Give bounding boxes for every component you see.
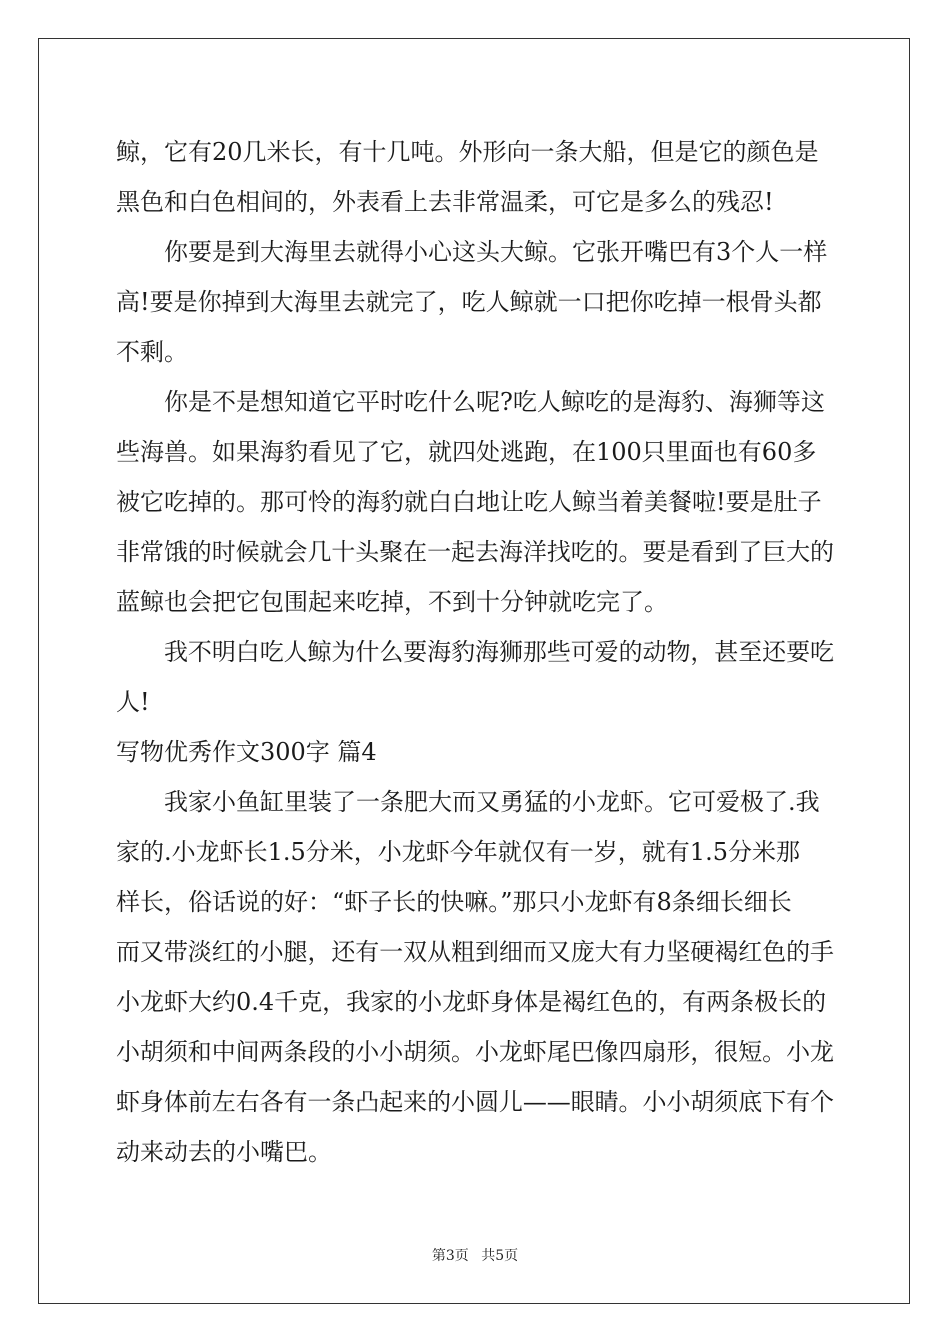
text-line: 蓝鲸也会把它包围起来吃掉，不到十分钟就吃完了。 (116, 588, 668, 616)
text-line: 动来动去的小嘴巴。 (116, 1138, 332, 1166)
document-body (116, 127, 834, 1177)
page-footer (0, 1245, 950, 1265)
text-line: 你是不是想知道它平时吃什么呢?吃人鲸吃的是海豹、海狮等这 (164, 388, 825, 416)
text-line: 鲸，它有20几米长，有十几吨。外形向一条大船，但是它的颜色是 (116, 138, 819, 166)
page-number: 第3页 (431, 1248, 469, 1264)
text-line: 虾身体前左右各有一条凸起来的小圆儿——眼睛。小小胡须底下有个 (116, 1088, 834, 1116)
text-line: 我家小鱼缸里装了一条肥大而又勇猛的小龙虾。它可爱极了.我 (164, 788, 820, 816)
text-line: 样长，俗话说的好：“虾子长的快嘛。”那只小龙虾有8条细长细长 (116, 888, 792, 916)
text-line: 家的.小龙虾长1.5分米，小龙虾今年就仅有一岁，就有1.5分米那 (116, 838, 800, 866)
page-total: 共5页 (481, 1248, 519, 1264)
text-line: 而又带淡红的小腿，还有一双从粗到细而又庞大有力坚硬褐红色的手 (116, 938, 834, 966)
text-line: 被它吃掉的。那可怜的海豹就白白地让吃人鲸当着美餐啦!要是肚子 (116, 488, 822, 516)
text-line: 高!要是你掉到大海里去就完了，吃人鲸就一口把你吃掉一根骨头都 (116, 288, 822, 316)
text-line: 小胡须和中间两条段的小小胡须。小龙虾尾巴像四扇形，很短。小龙 (116, 1038, 834, 1066)
text-line: 你要是到大海里去就得小心这头大鲸。它张开嘴巴有3个人一样 (164, 238, 828, 266)
text-line: 非常饿的时候就会几十头聚在一起去海洋找吃的。要是看到了巨大的 (116, 538, 834, 566)
text-line: 些海兽。如果海豹看见了它，就四处逃跑，在100只里面也有60多 (116, 438, 817, 466)
section-heading: 写物优秀作文300字 篇4 (116, 738, 377, 766)
text-line: 小龙虾大约0.4千克，我家的小龙虾身体是褐红色的，有两条极长的 (116, 988, 827, 1016)
text-line: 黑色和白色相间的，外表看上去非常温柔，可它是多么的残忍! (116, 188, 774, 216)
text-line: 不剩。 (116, 338, 188, 366)
text-line: 人! (116, 688, 150, 716)
text-line: 我不明白吃人鲸为什么要海豹海狮那些可爱的动物，甚至还要吃 (164, 638, 834, 666)
